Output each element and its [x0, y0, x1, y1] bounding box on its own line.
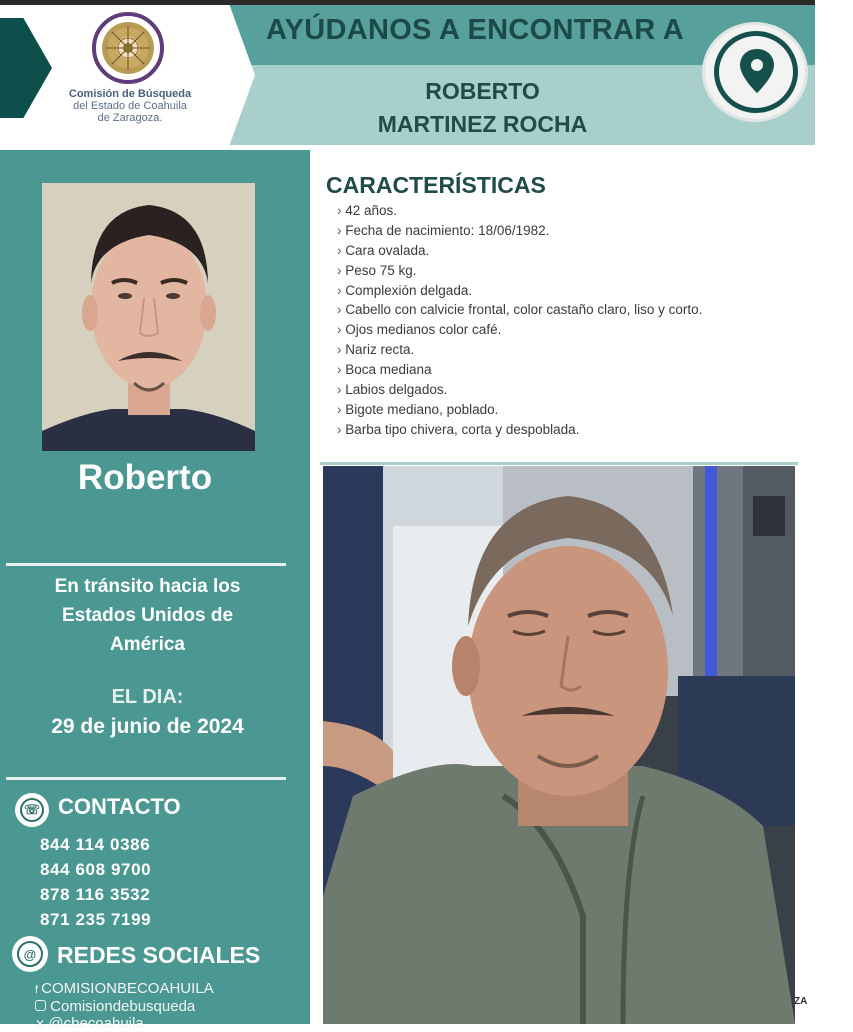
phone-number[interactable]: 844 608 9700	[40, 860, 152, 879]
headline: AYÚDANOS A ENCONTRAR A	[266, 14, 684, 46]
phone-number[interactable]: 844 114 0386	[40, 835, 151, 854]
list-item: › Cara ovalada.	[337, 241, 702, 261]
list-item: › Barba tipo chivera, corta y despoblada.	[337, 420, 702, 440]
last-seen-status	[10, 572, 285, 659]
date-label: EL DIA:	[111, 686, 184, 708]
portrait-photo	[42, 183, 255, 451]
org-line-3: de Zaragoza.	[97, 112, 163, 124]
map-pin-icon	[737, 47, 777, 97]
org-line-2: del Estado de Coahuila	[73, 100, 187, 112]
list-item: › Nariz recta.	[337, 340, 702, 360]
social-handle: @cbecoahuila	[48, 1015, 144, 1032]
list-item: › Cabello con calvicie frontal, color castaño claro, liso y corto.	[337, 300, 702, 320]
status-line-1: En tránsito hacia los	[54, 576, 241, 597]
phone-icon: ☏	[15, 793, 49, 827]
list-item: › Boca mediana	[337, 360, 702, 380]
missing-person-name-line-1: ROBERTO	[425, 78, 540, 104]
facebook-icon: f	[35, 984, 42, 996]
x-icon: ✕	[35, 1017, 49, 1031]
social-handle: COMISIONBECOAHUILA	[41, 980, 214, 997]
instagram-icon	[35, 1000, 46, 1011]
phone-number[interactable]: 878 116 3532	[40, 885, 151, 904]
social-item-instagram[interactable]	[35, 998, 195, 1015]
section-divider	[320, 462, 798, 465]
organization-name	[45, 88, 215, 124]
list-item: › Fecha de nacimiento: 18/06/1982.	[337, 221, 702, 241]
social-handle: Comisiondebusqueda	[50, 998, 196, 1015]
contact-title: CONTACTO	[58, 794, 181, 819]
missing-person-name-line-2: MARTINEZ ROCHA	[377, 111, 588, 137]
list-item: › Ojos medianos color café.	[337, 320, 702, 340]
first-name-label: Roberto	[77, 458, 213, 497]
status-line-3: América	[110, 634, 185, 655]
characteristics-list	[337, 201, 702, 440]
date-value: 29 de junio de 2024	[51, 715, 244, 738]
list-item: › 42 años.	[337, 201, 702, 221]
status-line-2: Estados Unidos de	[61, 605, 234, 626]
divider	[6, 563, 286, 566]
seal-emblem	[102, 22, 154, 74]
divider	[6, 777, 286, 780]
list-item: › Peso 75 kg.	[337, 261, 702, 281]
social-item-facebook[interactable]	[35, 980, 214, 997]
phone-number[interactable]: 871 235 7199	[40, 910, 152, 929]
characteristics-title: CARACTERÍSTICAS	[326, 172, 546, 198]
list-item: › Complexión delgada.	[337, 281, 702, 301]
social-media-title: REDES SOCIALES	[57, 942, 261, 968]
at-sign-icon: @	[12, 936, 48, 972]
list-item: › Labios delgados.	[337, 380, 702, 400]
org-line-1: Comisión de Búsqueda	[68, 88, 192, 100]
partial-text-fragment: ZA	[794, 996, 808, 1007]
list-item: › Bigote mediano, poblado.	[337, 400, 702, 420]
recent-photo	[323, 466, 795, 1024]
